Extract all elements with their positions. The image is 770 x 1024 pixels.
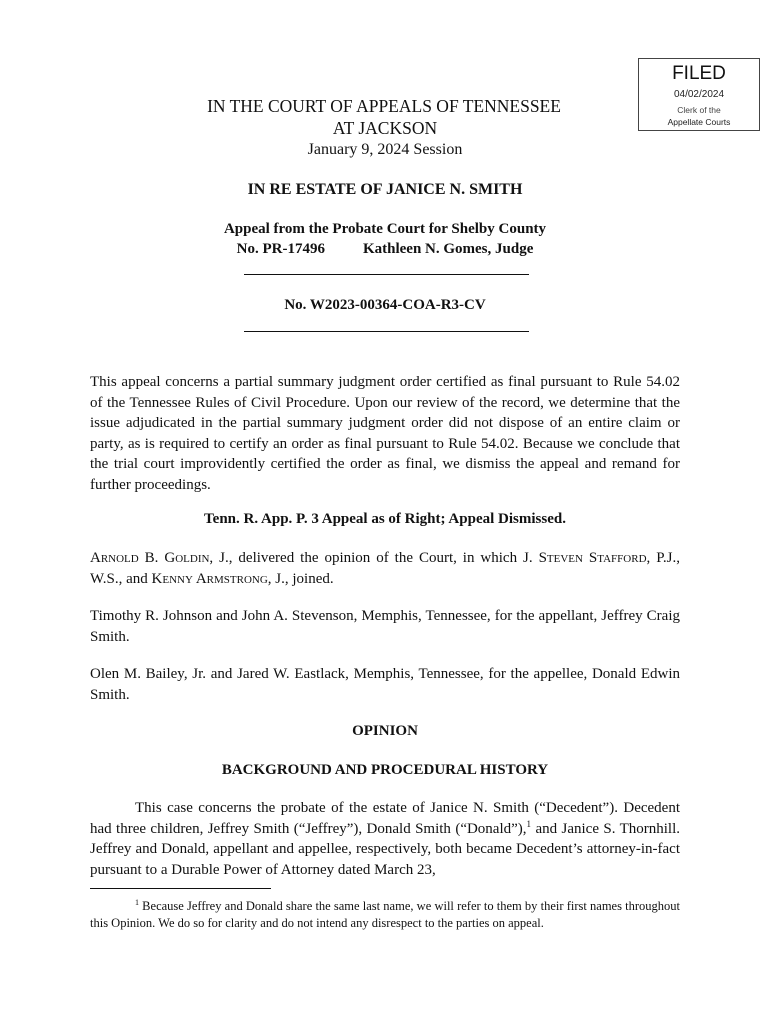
body-text-part2: and Janice S. Thornhill. Jeffrey and Donald, appellant and appellee, respectively, both became Decedent’s attorney-in-fact pursuant to a Durable Power of Attorney dated March 23, xyxy=(90,820,680,878)
appeal-from-line: Appeal from the Probate Court for Shelby County xyxy=(223,221,547,237)
body-text-part1: This case concerns the probate of the estate of Janice N. Smith (“Decedent”). Decedent had three children, Jeffrey Smith (“Jeffrey”), Donald Smith (“Donald”), xyxy=(90,800,680,837)
filed-title: FILED xyxy=(672,63,726,84)
joiner2-name: Kenny Armstrong xyxy=(151,570,268,587)
filed-clerk-line: Clerk of the xyxy=(677,105,721,115)
court-session: January 9, 2024 Session xyxy=(307,141,463,158)
joiner1-name: J. Steven Stafford xyxy=(523,550,647,566)
joiner1-suffix: , P.J., W.S., and xyxy=(90,550,680,587)
footnote-divider xyxy=(90,888,271,889)
lower-court-judge: Kathleen N. Gomes, Judge xyxy=(362,241,534,257)
opinion-heading: OPINION xyxy=(352,723,418,739)
body-paragraph xyxy=(90,798,680,880)
court-name: IN THE COURT OF APPEALS OF TENNESSEE xyxy=(207,96,561,116)
lower-docket-number: No. PR-17496 xyxy=(236,241,325,257)
footnote xyxy=(90,898,680,932)
divider-bottom xyxy=(244,331,529,332)
author-name: Arnold B. Goldin xyxy=(90,550,210,566)
authors-paragraph xyxy=(90,548,680,589)
author-suffix: , J., delivered the opinion of the Court, in which xyxy=(209,550,524,566)
counsel-appellee: Olen M. Bailey, Jr. and Jared W. Eastlack, Memphis, Tennessee, for the appellee, Donald Edwin Smith. xyxy=(90,666,680,703)
appeal-number: No. W2023-00364-COA-R3-CV xyxy=(284,297,486,313)
footnote-text: Because Jeffrey and Donald share the same last name, we will refer to them by their first names throughout this Opinion. We do so for clarity and do not intend any disrespect to the parties on appeal. xyxy=(90,899,680,930)
divider-top xyxy=(244,274,529,275)
section-heading: BACKGROUND AND PROCEDURAL HISTORY xyxy=(221,762,549,778)
filed-courts-line: Appellate Courts xyxy=(667,117,731,127)
abstract-paragraph: This appeal concerns a partial summary judgment order certified as final pursuant to Rule 54.02 of the Tennessee Rules of Civil Procedure. Upon our review of the record, we determine that the issue adjudicated in the partial summary judgment order did not dispose of an entire claim or party, as is required to certify an order as final pursuant to Rule 54.02. Because we conclude that the trial court improvidently certified the order as final, we dismiss the appeal and remand for further proceedings. xyxy=(90,374,680,493)
filed-date: 04/02/2024 xyxy=(673,89,725,100)
disposition-line: Tenn. R. App. P. 3 Appeal as of Right; Appeal Dismissed. xyxy=(204,511,566,527)
counsel-appellant: Timothy R. Johnson and John A. Stevenson, Memphis, Tennessee, for the appellant, Jeffrey Craig Smith. xyxy=(90,608,680,645)
footnote-ref: 1 xyxy=(526,818,532,829)
case-title: IN RE ESTATE OF JANICE N. SMITH xyxy=(247,181,523,198)
court-location: AT JACKSON xyxy=(332,118,438,138)
docket-judge-line xyxy=(0,240,770,258)
joiner2-suffix: , J., joined. xyxy=(267,570,334,587)
footnote-number: 1 xyxy=(135,898,139,907)
